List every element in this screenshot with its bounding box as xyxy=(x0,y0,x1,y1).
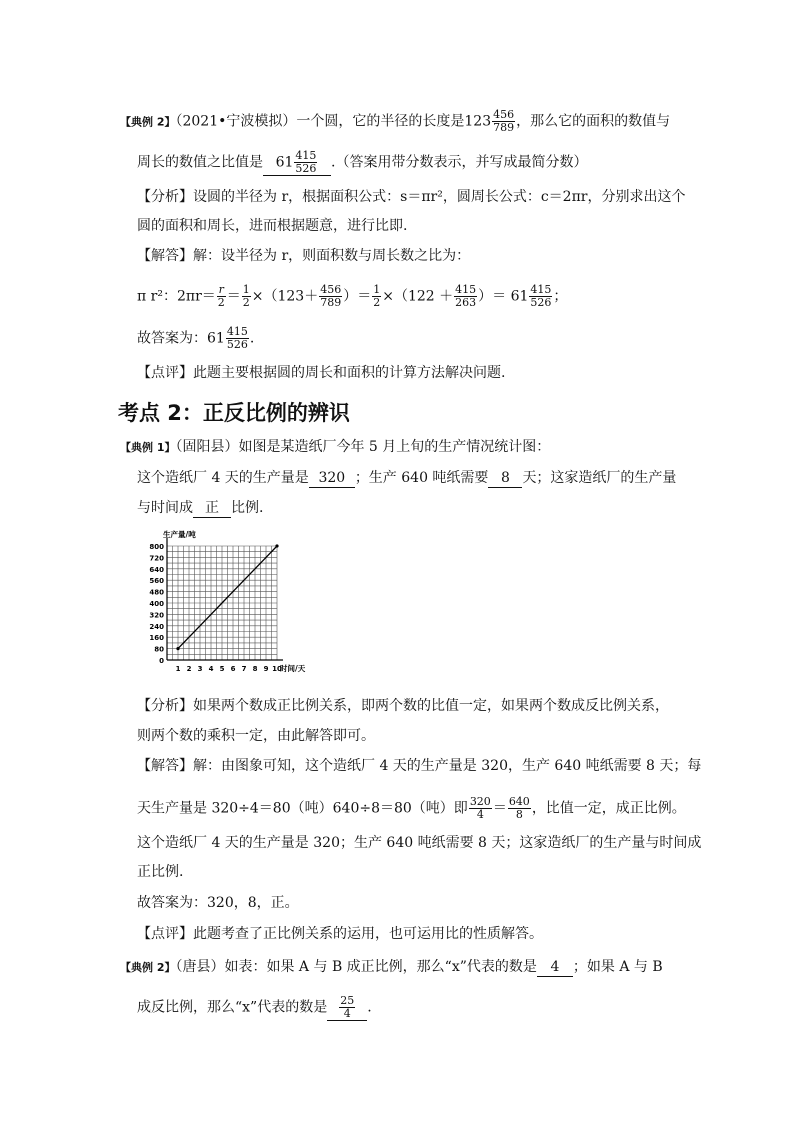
y-tick-label: 800 xyxy=(149,543,164,551)
ex2-question-tail: ，那么它的面积的数值与 xyxy=(516,113,671,130)
ex1-line2: 与时间成 正 比例. xyxy=(137,500,264,516)
ex2-answer-blank: 61 $\frac{415}{526}$ xyxy=(263,150,331,176)
ex1-blank-3: 正 xyxy=(193,499,231,518)
ex2-q2-pre: 周长的数值之比值是 xyxy=(137,154,263,171)
ex2-source: （2021•宁波模拟）一个圆，它的半径的长度是 xyxy=(175,113,465,130)
y-tick-label: 80 xyxy=(154,645,164,654)
ex1-solution-1: 【解答】解：由图象可知，这个造纸厂 4 天的生产量是 320，生产 640 吨纸需要 8 天；每 xyxy=(137,758,702,774)
ex1-analysis-1: 【分析】如果两个数成正比例关系，即两个数的比值一定，如果两个数成反比例关系， xyxy=(137,698,669,714)
x-tick-label: 6 xyxy=(230,665,236,673)
radius-fraction: $\frac{456}{789}$ xyxy=(493,108,515,134)
ex1-solution-3: 这个造纸厂 4 天的生产量是 320；生产 640 吨纸需要 8 天；这家造纸厂的生产量与时间成 xyxy=(137,835,702,851)
ex2b-line1: 【典例 2】（唐县）如表：如果 A 与 B 成正比例，那么“x”代表的数是 4 ；如果 A 与 B xyxy=(120,959,663,975)
ex1-line1: 这个造纸厂 4 天的生产量是 320 ；生产 640 吨纸需要 8 天；这家造纸厂的生产量 xyxy=(137,470,677,486)
x-tick-label: 1 xyxy=(175,665,181,673)
radius-whole: 123 xyxy=(464,113,492,130)
ex1-blank-1: 320 xyxy=(309,469,355,488)
y-tick-label: 560 xyxy=(149,577,164,586)
ex2-equation: π r²：2πr＝ $\frac{r}{2}$ ＝ $\frac{1}{2}$ ×（123＋ $\frac{456}{789}$ ）＝ $\frac{1}{2}$ ×（122 ＋ $\frac{415}{263}$ ）＝ 61 $\frac{415}{526}$ ； xyxy=(137,283,568,309)
y-tick-label: 640 xyxy=(149,565,164,574)
x-tick-label: 2 xyxy=(186,665,192,673)
y-tick-label: 160 xyxy=(149,634,164,643)
ex2b-blank-2: $\frac{25}{4}$ xyxy=(327,995,367,1021)
ex2b-blank-1: 4 xyxy=(537,958,573,977)
x-tick-label: 8 xyxy=(252,665,258,673)
ex1-analysis-2: 则两个数的乘积一定，由此解答即可。 xyxy=(137,728,375,744)
ex2-comment: 【点评】此题主要根据圆的周长和面积的计算方法解决问题. xyxy=(137,365,506,381)
ex2-tag: 【典例 2】 xyxy=(120,115,176,129)
ex2-analysis-1: 【分析】设圆的半径为 r，根据面积公式：s＝πr²，圆周长公式：c＝2πr，分别求出这个 xyxy=(137,189,686,205)
x-tick-label: 9 xyxy=(263,665,269,673)
x-axis-label: 时间/天 xyxy=(280,664,306,673)
y-axis-label: 生产量/吨 xyxy=(163,530,196,539)
x-tick-label: 4 xyxy=(208,665,214,673)
ex2-solution-1: 【解答】解：设半径为 r，则面积数与周长数之比为： xyxy=(137,248,471,264)
ex2b-line2: 成反比例，那么“x”代表的数是 $\frac{25}{4}$ . xyxy=(137,994,372,1020)
ex2-question-line1 xyxy=(120,109,670,134)
x-tick-label: 10 xyxy=(272,665,282,673)
y-tick-label: 240 xyxy=(149,622,164,631)
y-tick-label: 720 xyxy=(149,554,164,563)
y-tick-label: 480 xyxy=(149,588,164,597)
production-chart xyxy=(137,530,327,682)
x-tick-label: 5 xyxy=(219,665,225,673)
ex2-answer: 故答案为：61 $\frac{415}{526}$ . xyxy=(137,325,255,351)
section-heading: 考点 2：正反比例的辨识 xyxy=(118,401,350,425)
ex1-blank-2: 8 xyxy=(488,469,522,488)
y-tick-label: 0 xyxy=(159,657,164,665)
ex2-analysis-2: 圆的面积和周长，进而根据题意，进行比即. xyxy=(137,218,408,234)
ex2-q2-post: .（答案用带分数表示，并写成最简分数） xyxy=(331,154,588,171)
data-point xyxy=(275,544,278,547)
x-tick-label: 7 xyxy=(241,665,247,673)
y-tick-label: 320 xyxy=(149,611,164,620)
ex1-answer: 故答案为：320，8，正。 xyxy=(137,895,299,911)
ex1-solution-4: 正比例. xyxy=(137,864,184,880)
ex1-question: 【典例 1】（固阳县）如图是某造纸厂今年 5 月上旬的生产情况统计图： xyxy=(120,439,551,455)
x-tick-label: 3 xyxy=(197,665,203,673)
ex1-comment: 【点评】此题考查了正比例关系的运用，也可运用比的性质解答。 xyxy=(137,926,543,942)
y-tick-label: 400 xyxy=(149,600,164,608)
ex2-question-line2 xyxy=(137,150,587,176)
data-point xyxy=(176,647,179,650)
ex1-solution-2: 天生产量是 320÷4＝80（吨）640÷8＝80（吨）即 $\frac{320}{4}$ ＝ $\frac{640}{8}$ ，比值一定，成正比例。 xyxy=(137,795,686,821)
